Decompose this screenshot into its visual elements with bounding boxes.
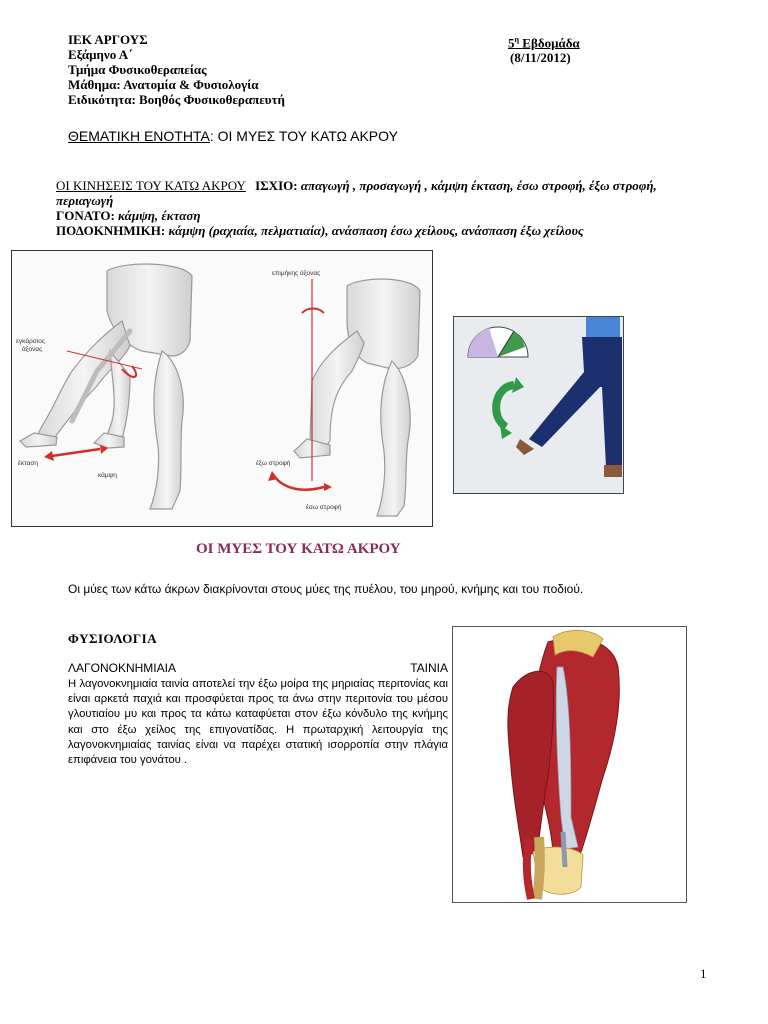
movements-block	[56, 178, 716, 238]
topic-value: : ΟΙ ΜΥΕΣ ΤΟΥ ΚΑΤΩ ΑΚΡΟΥ	[209, 128, 398, 144]
rotation-arrow-icon	[302, 309, 324, 314]
shirt	[586, 317, 620, 339]
topic-line	[68, 128, 398, 144]
semester: Εξάμηνο Α΄	[68, 47, 133, 62]
date: (8/11/2012)	[510, 50, 571, 66]
thigh-muscle-figure	[452, 626, 687, 903]
week-superscript: η	[514, 35, 520, 44]
transverse-axis-label-2: άξονας	[22, 346, 43, 353]
right-leg-figure	[294, 279, 420, 516]
movements-hip-line	[56, 178, 716, 208]
header-right	[508, 32, 580, 65]
transverse-axis-label-1: εγκάρσιος	[16, 338, 45, 345]
week	[508, 32, 580, 50]
band-heading-right: ΤΑΙΝΙΑ	[410, 661, 448, 675]
ankle-label: ΠΟΔΟΚΝΗΜΙΚΗ:	[56, 223, 166, 238]
intro-text: Οι μύες των κάτω άκρων διακρίνονται στους μύες της πυέλου, του μηρού, κνήμης και του ποδιού.	[68, 582, 584, 596]
week-label: Εβδομάδα	[522, 35, 580, 51]
shoe-icon	[604, 465, 622, 477]
page-number: 1	[700, 966, 707, 981]
course: Μάθημα: Ανατομία & Φυσιολογία	[68, 77, 259, 92]
flexion-extension-arrows	[18, 445, 117, 479]
week-number: 5	[508, 35, 515, 51]
flexion-label: κάμψη	[98, 472, 117, 479]
school-name: ΙΕΚ ΑΡΓΟΥΣ	[68, 32, 148, 47]
ankle-line	[56, 223, 716, 238]
hip-movements-figure	[11, 250, 433, 527]
leg-rotation-illustration	[454, 317, 623, 493]
muscles-title: ΟΙ ΜΥΕΣ ΤΟΥ ΚΑΤΩ ΑΚΡΟΥ	[196, 541, 401, 557]
extension-label: έκταση	[18, 460, 39, 467]
arrow-left-icon	[44, 451, 54, 461]
internal-rotation-label: έσω στροφή	[306, 504, 342, 511]
hip-movements-illustration	[12, 251, 432, 526]
leg-rotation-figure	[453, 316, 624, 494]
arrow-right-icon	[324, 483, 332, 491]
movements-title: ΟΙ ΚΙΝΗΣΕΙΣ ΤΟΥ ΚΑΤΩ ΑΚΡΟΥ	[56, 178, 246, 193]
hip-label: ΙΣΧΙΟ:	[255, 178, 298, 193]
physiology-heading: ΦΥΣΙΟΛΟΓΙΑ	[68, 631, 158, 646]
rotation-arrows	[256, 459, 342, 511]
band-heading-left: ΛΑΓΟΝΟΚΝΗΜΙΑΙΑ	[68, 661, 176, 675]
knee-label: ΓΟΝΑΤΟ:	[56, 208, 115, 223]
iliotibial-band-illustration	[453, 627, 686, 902]
specialty: Ειδικότητα: Βοηθός Φυσικοθεραπευτή	[68, 92, 285, 107]
band-heading	[68, 661, 448, 675]
hip-text: απαγωγή , προσαγωγή , κάμψη έκταση, έσω στροφή, έξω στροφή, περιαγωγή	[56, 178, 657, 208]
header-left	[68, 32, 285, 107]
band-paragraph: Η λαγονοκνημιαία ταινία αποτελεί την έξω μοίρα της μηριαίας περιτονίας και είναι αρκετά παχιά και προσφύεται προς τα άνω στην περιτονία του μέσου γλουτιαίου μυ και προς τα κάτω καταφύεται στον έξω κόνδυλο της κνήμης και στο έξω χείλος της επιγονατίδας. Η πρωταρχική λειτουργία της λαγονοκνημιαίας ταινίας είναι να παρέχει στατική ισορροπία στην πλάγια επιφάνεια του γονάτου .	[68, 678, 448, 767]
longitudinal-axis-label: επιμήκης άξονας	[272, 270, 321, 277]
ankle-text: κάμψη (ραχιαία, πελματιαία), ανάσπαση έσω χείλους, ανάσπαση έξω χείλους	[168, 223, 584, 238]
department: Τμήμα Φυσικοθεραπείας	[68, 62, 207, 77]
knee-text: κάμψη, έκταση	[118, 208, 201, 223]
knee-line	[56, 208, 716, 223]
topic-label: ΘΕΜΑΤΙΚΗ ΕΝΟΤΗΤΑ	[68, 128, 210, 144]
external-rotation-label: έξω στροφή	[256, 460, 291, 467]
